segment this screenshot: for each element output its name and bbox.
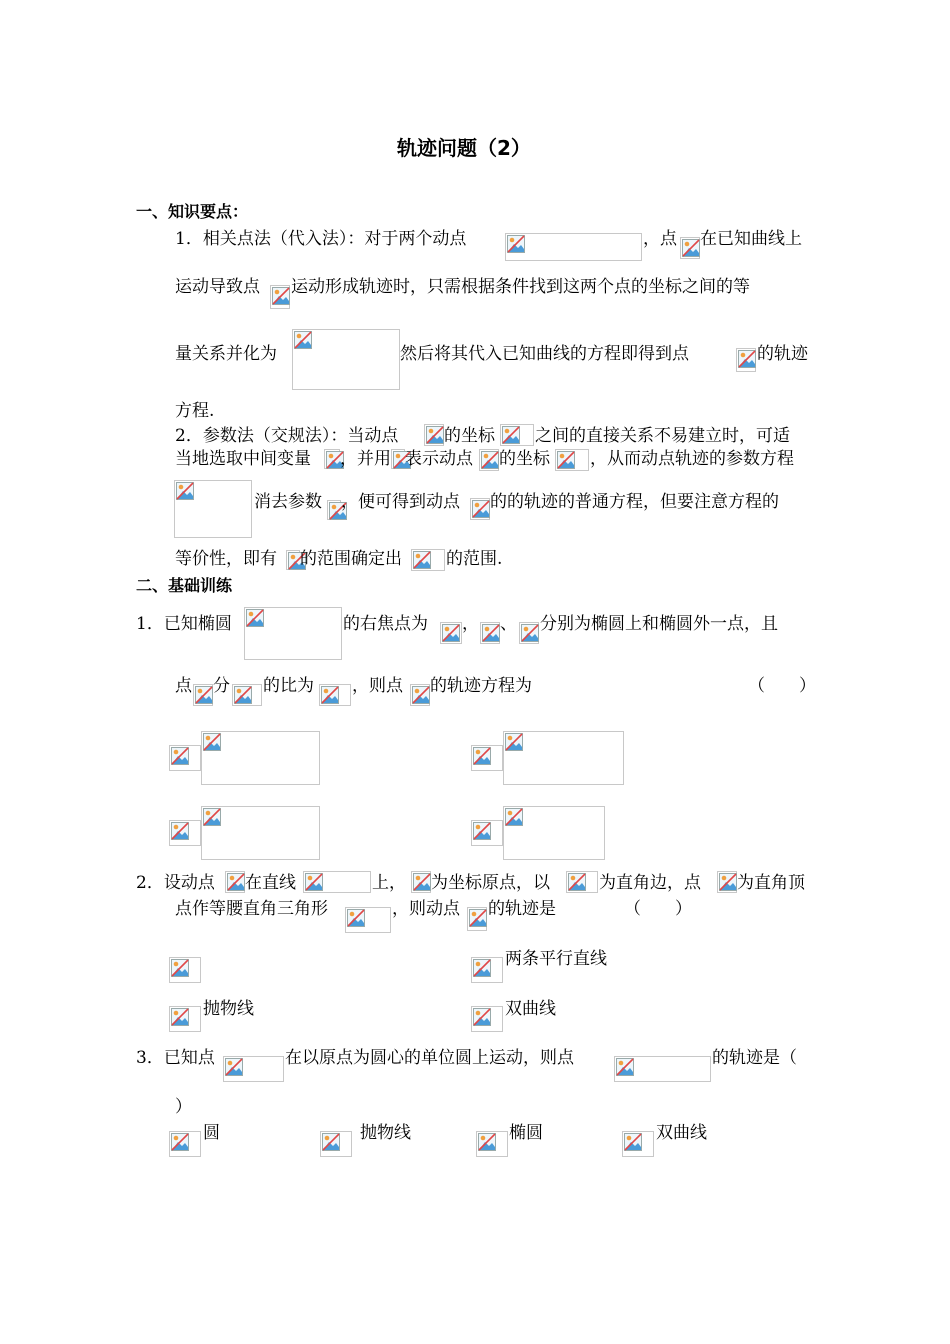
broken-image-icon (171, 747, 189, 765)
formula-image (324, 449, 340, 469)
answer-paren: （ ） (624, 899, 692, 919)
formula-image (303, 871, 371, 893)
broken-image-icon (347, 909, 365, 927)
formula-image (327, 500, 341, 520)
text: 、 (500, 614, 517, 634)
text: 的轨迹是 (488, 899, 556, 919)
broken-image-icon (557, 451, 575, 469)
formula-image (424, 424, 444, 446)
text: 方程. (175, 401, 215, 421)
broken-image-icon (413, 873, 431, 891)
broken-image-icon (473, 822, 491, 840)
text: 1．相关点法（代入法）：对于两个动点 (175, 229, 467, 249)
broken-image-icon (203, 733, 221, 751)
formula-image (244, 607, 342, 660)
broken-image-icon (171, 1008, 189, 1026)
formula-image (467, 907, 487, 931)
broken-image-icon (426, 426, 444, 444)
broken-image-icon (171, 822, 189, 840)
broken-image-icon (227, 873, 245, 891)
formula-image (555, 449, 589, 471)
option-label-image (471, 745, 503, 771)
broken-image-icon (305, 873, 323, 891)
text: 之间的直接关系不易建立时，可适 (535, 426, 790, 446)
text: 1．已知椭圆 (136, 614, 232, 634)
text: 3．已知点 (136, 1048, 215, 1068)
text: 当地选取中间变量 (175, 449, 311, 469)
broken-image-icon (412, 686, 430, 704)
text: ，则动点 (392, 899, 460, 919)
text: 的轨迹 (757, 344, 808, 364)
broken-image-icon (195, 686, 213, 704)
text: 为直角边，点 (599, 873, 701, 893)
formula-image (174, 480, 252, 538)
formula-image (479, 449, 499, 471)
broken-image-icon (176, 482, 194, 500)
text: 分别为椭圆上和椭圆外一点，且 (540, 614, 778, 634)
option-text: 两条平行直线 (505, 949, 607, 969)
broken-image-icon (521, 624, 539, 642)
text: 点 (175, 676, 192, 696)
broken-image-icon (321, 686, 339, 704)
broken-image-icon (482, 624, 500, 642)
broken-image-icon (616, 1058, 634, 1076)
text: 为直角顶 (737, 873, 805, 893)
text: 分 (213, 676, 230, 696)
option-label-image (476, 1131, 508, 1157)
text: ，并用 (340, 449, 391, 469)
text: 运动导致点 (175, 277, 260, 297)
formula-image (680, 237, 700, 259)
text: 点作等腰直角三角形 (175, 899, 328, 919)
broken-image-icon (413, 551, 431, 569)
text: 上， (372, 873, 406, 893)
text: 在以原点为圆心的单位圆上运动，则点 (285, 1048, 574, 1068)
option-label-image (169, 745, 201, 771)
option-label-image (471, 957, 503, 983)
broken-image-icon (719, 873, 737, 891)
text: 在直线 (245, 873, 296, 893)
formula-image (292, 329, 400, 390)
option-label-image (320, 1131, 352, 1157)
option-text: 双曲线 (656, 1123, 707, 1143)
option-label-image (471, 820, 503, 846)
broken-image-icon (568, 873, 586, 891)
text: 2．参数法（交规法）：当动点 (175, 426, 399, 446)
broken-image-icon (682, 239, 700, 257)
broken-image-icon (502, 426, 520, 444)
text: 的范围. (446, 549, 503, 569)
page-title: 轨迹问题（2） (397, 136, 531, 160)
text: 的坐标 (444, 426, 495, 446)
broken-image-icon (246, 609, 264, 627)
broken-image-icon (481, 451, 499, 469)
text: 的范围确定出 (300, 549, 402, 569)
formula-image (480, 622, 500, 644)
formula-image (503, 806, 605, 860)
text: ） (175, 1097, 192, 1117)
option-label-image (169, 1131, 201, 1157)
broken-image-icon (472, 500, 490, 518)
broken-image-icon (469, 909, 487, 927)
formula-image (410, 684, 430, 706)
text: ， (462, 614, 479, 634)
formula-image (345, 907, 391, 933)
text: 2．设动点 (136, 873, 215, 893)
text: 然后将其代入已知曲线的方程即得到点 (400, 344, 689, 364)
text: 消去参数 (254, 492, 322, 512)
formula-image (519, 622, 539, 644)
text: 在已知曲线上 (700, 229, 802, 249)
formula-image (566, 871, 598, 893)
broken-image-icon (203, 808, 221, 826)
text: 表示动点 (405, 449, 473, 469)
broken-image-icon (624, 1133, 642, 1151)
formula-image (411, 871, 431, 893)
formula-image (470, 498, 490, 520)
broken-image-icon (478, 1133, 496, 1151)
formula-image (500, 424, 534, 446)
text: 运动形成轨迹时，只需根据条件找到这两个点的坐标之间的等 (291, 277, 750, 297)
option-label-image (169, 957, 201, 983)
text: 的比为 (263, 676, 314, 696)
text: 量关系并化为 (175, 344, 277, 364)
broken-image-icon (294, 331, 312, 349)
broken-image-icon (171, 959, 189, 977)
broken-image-icon (171, 1133, 189, 1151)
option-label-image (622, 1131, 654, 1157)
option-label-image (471, 1006, 503, 1032)
text: ，便可得到动点 (341, 492, 460, 512)
formula-image (193, 684, 213, 706)
text: 的右焦点为 (343, 614, 428, 634)
text: 为坐标原点，以 (431, 873, 550, 893)
answer-paren: （ ） (748, 676, 816, 696)
formula-image (411, 549, 445, 571)
formula-image (505, 233, 642, 261)
formula-image (232, 684, 262, 706)
broken-image-icon (505, 808, 523, 826)
text: ，从而动点轨迹的参数方程 (590, 449, 794, 469)
option-text: 抛物线 (203, 999, 254, 1019)
broken-image-icon (473, 747, 491, 765)
broken-image-icon (738, 350, 756, 368)
section-heading-knowledge: 一、知识要点： (136, 202, 249, 221)
option-text: 椭圆 (509, 1123, 543, 1143)
formula-image (201, 806, 320, 860)
formula-image (201, 731, 320, 785)
option-text: 双曲线 (505, 999, 556, 1019)
formula-image (225, 871, 245, 893)
option-label-image (169, 820, 201, 846)
formula-image (391, 449, 405, 469)
text: 的坐标 (499, 449, 550, 469)
text: ，点 (643, 229, 677, 249)
formula-image (503, 731, 624, 785)
text: 的的轨迹的普通方程，但要注意方程的 (490, 492, 779, 512)
broken-image-icon (473, 1008, 491, 1026)
formula-image (319, 684, 351, 706)
text: 的轨迹方程为 (430, 676, 532, 696)
formula-image (223, 1056, 284, 1082)
broken-image-icon (225, 1058, 243, 1076)
broken-image-icon (442, 624, 460, 642)
broken-image-icon (234, 686, 252, 704)
section-heading-training: 二、基础训练 (136, 576, 233, 595)
formula-image (736, 348, 756, 372)
option-text: 圆 (203, 1123, 220, 1143)
formula-image (270, 285, 290, 309)
broken-image-icon (272, 287, 290, 305)
text: ，则点 (352, 676, 403, 696)
formula-image (286, 550, 300, 570)
formula-image (440, 622, 462, 644)
broken-image-icon (473, 959, 491, 977)
broken-image-icon (322, 1133, 340, 1151)
formula-image (614, 1056, 711, 1082)
text: 的轨迹是（ (712, 1048, 797, 1068)
option-text: 抛物线 (360, 1123, 411, 1143)
broken-image-icon (505, 733, 523, 751)
formula-image (717, 871, 737, 893)
broken-image-icon (507, 235, 525, 253)
text: 等价性，即有 (175, 549, 277, 569)
option-label-image (169, 1006, 201, 1032)
